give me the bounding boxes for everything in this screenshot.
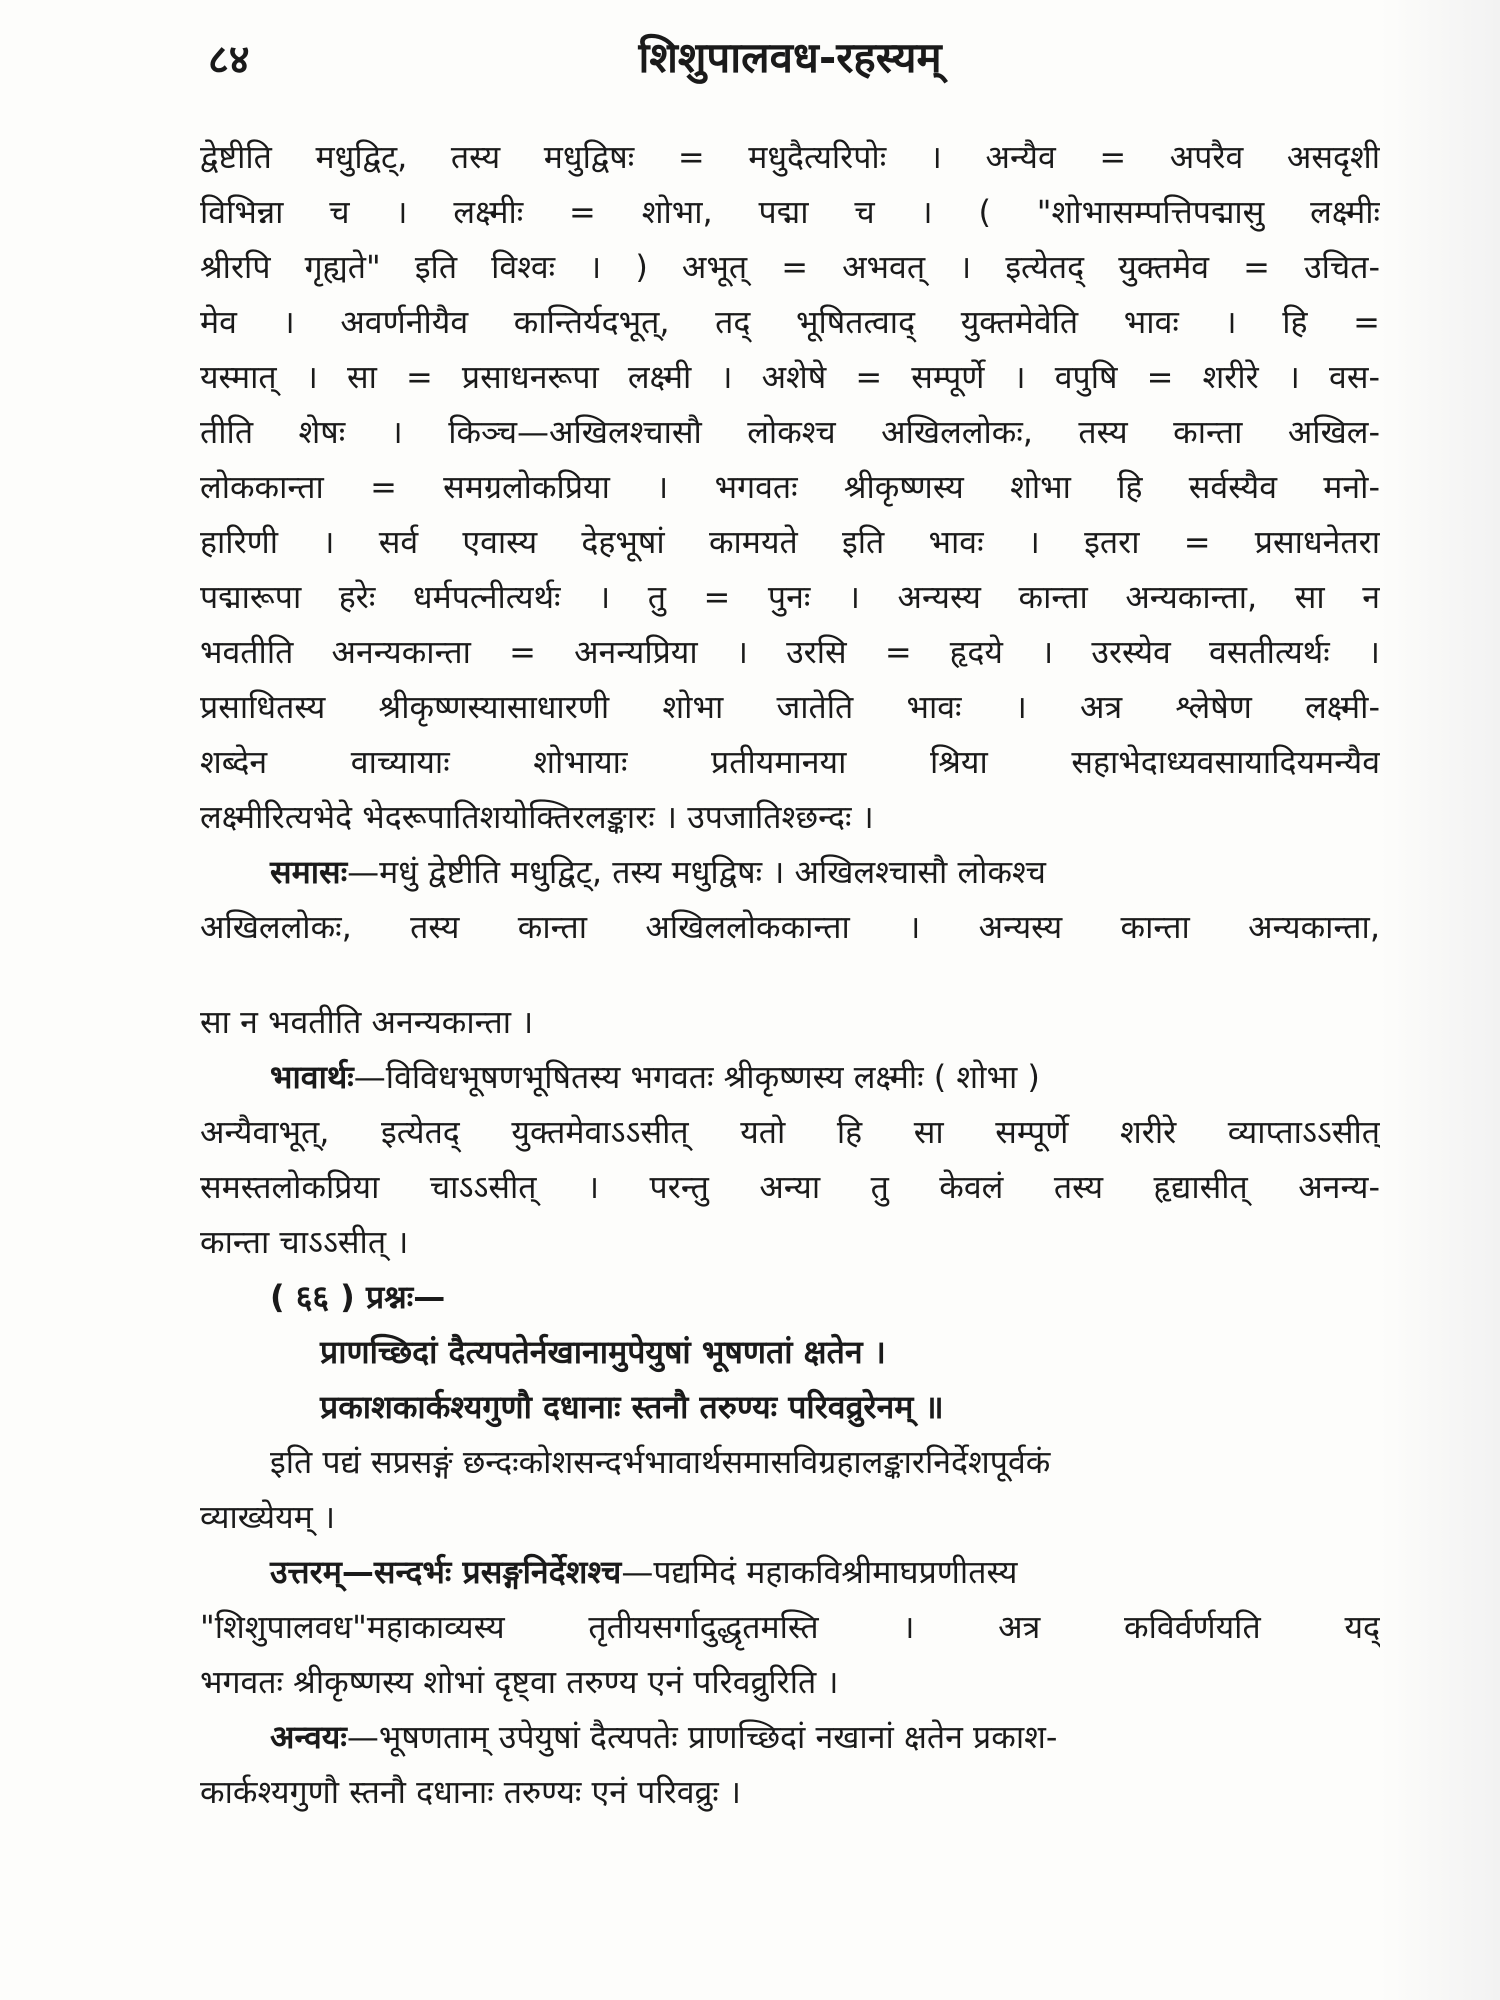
samasa-label: समासः xyxy=(270,853,348,891)
verse-line: प्रकाशकार्कश्यगुणौ दधानाः स्तनौ तरुण्यः परिवव्रुरेनम् ॥ xyxy=(320,1388,944,1426)
commentary-line: हारिणी । सर्व एवास्य देहभूषां कामयते इति भावः । इतरा = प्रसाधनेतरा xyxy=(200,523,1380,561)
commentary-line: प्रसाधितस्य श्रीकृष्णस्यासाधारणी शोभा जातेति भावः । अत्र श्लेषेण लक्ष्मी- xyxy=(200,688,1380,726)
anvaya-line xyxy=(200,1710,1380,1765)
page-number: ८४ xyxy=(208,37,250,83)
answer-line: भगवतः श्रीकृष्णस्य शोभां दृष्ट्वा तरुण्य एनं परिवव्रुरिति । xyxy=(200,1663,839,1701)
commentary-line: यस्मात् । सा = प्रसाधनरूपा लक्ष्मी । अशेषे = सम्पूर्णे । वपुषि = शरीरे । वस- xyxy=(200,358,1380,396)
bhavartha-text: —विविधभूषणभूषितस्य भगवतः श्रीकृष्णस्य लक्ष्मीः ( शोभा ) xyxy=(353,1058,1040,1096)
anvaya-text: —भूषणताम् उपेयुषां दैत्यपतेः प्राणच्छिदां नखानां क्षतेन प्रकाश- xyxy=(346,1718,1058,1756)
anvaya-line: कार्कश्यगुणौ स्तनौ दधानाः तरुण्यः एनं परिवव्रुः । xyxy=(200,1773,742,1811)
question-line: व्याख्येयम् । xyxy=(200,1498,336,1536)
answer-sub-label: —सन्दर्भः प्रसङ्गनिर्देशश्च xyxy=(341,1553,622,1591)
commentary-line: लक्ष्मीरित्यभेदे भेदरूपातिशयोक्तिरलङ्कारः । उपजातिश्छन्दः । xyxy=(200,798,874,836)
bhavartha-label: भावार्थः xyxy=(270,1058,354,1096)
answer-line: "शिशुपालवध"महाकाव्यस्य तृतीयसर्गादुद्धृतमस्ति । अत्र कविर्वर्णयति यद् xyxy=(200,1608,1380,1646)
commentary-line: श्रीरपि गृह्यते" इति विश्वः । ) अभूत् = अभवत् । इत्येतद् युक्तमेव = उचित- xyxy=(200,248,1380,286)
samasa-line: सा न भवतीति अनन्यकान्ता । xyxy=(200,1003,534,1041)
samasa-line xyxy=(200,845,1380,900)
verse-line: प्राणच्छिदां दैत्यपतेर्नखानामुपेयुषां भूषणतां क्षतेन । xyxy=(320,1333,886,1371)
running-title: शिशुपालवध-रहस्यम् xyxy=(638,33,942,82)
page-edge-shadow xyxy=(1380,0,1500,2000)
question-line: इति पद्यं सप्रसङ्गं छन्दःकोशसन्दर्भभावार्थसमासविग्रहालङ्कारनिर्देशपूर्वकं xyxy=(270,1443,1051,1481)
answer-label: उत्तरम् xyxy=(270,1553,342,1591)
commentary-line: भवतीति अनन्यकान्ता = अनन्यप्रिया । उरसि = हृदये । उरस्येव वसतीत्यर्थः । xyxy=(200,633,1380,671)
samasa-text: —मधुं द्वेष्टीति मधुद्विट्, तस्य मधुद्विषः । अखिलश्चासौ लोकश्च xyxy=(347,853,1046,891)
commentary-line: तीति शेषः । किञ्च—अखिलश्चासौ लोकश्च अखिललोकः, तस्य कान्ता अखिल- xyxy=(200,413,1380,451)
bhavartha-line: समस्तलोकप्रिया चाऽऽसीत् । परन्तु अन्या तु केवलं तस्य हृद्यासीत् अनन्य- xyxy=(200,1168,1380,1206)
commentary-line: शब्देन वाच्यायाः शोभायाः प्रतीयमानया श्रिया सहाभेदाध्यवसायादियमन्यैव xyxy=(200,743,1380,781)
commentary-line: मेव । अवर्णनीयैव कान्तिर्यदभूत्, तद् भूषितत्वाद् युक्तमेवेति भावः । हि = xyxy=(200,303,1380,341)
commentary-line: पद्मारूपा हरेः धर्मपत्नीत्यर्थः । तु = पुनः । अन्यस्य कान्ता अन्यकान्ता, सा न xyxy=(200,578,1380,616)
commentary-line: लोककान्ता = समग्रलोकप्रिया । भगवतः श्रीकृष्णस्य शोभा हि सर्वस्यैव मनो- xyxy=(200,468,1380,506)
question-label: ( ६६ ) प्रश्नः— xyxy=(270,1278,446,1316)
bhavartha-line: अन्यैवाभूत्, इत्येतद् युक्तमेवाऽऽसीत् यतो हि सा सम्पूर्णे शरीरे व्याप्ताऽऽसीत् xyxy=(200,1113,1380,1151)
bhavartha-line: कान्ता चाऽऽसीत् । xyxy=(200,1223,409,1261)
answer-text: —पद्यमिदं महाकविश्रीमाघप्रणीतस्य xyxy=(621,1553,1018,1591)
page-header xyxy=(200,20,1380,90)
bhavartha-line xyxy=(200,1050,1380,1105)
page-body xyxy=(200,130,1380,1820)
answer-line xyxy=(200,1545,1380,1600)
samasa-line: अखिललोकः, तस्य कान्ता अखिललोककान्ता । अन्यस्य कान्ता अन्यकान्ता, xyxy=(200,908,1380,946)
anvaya-label: अन्वयः xyxy=(270,1718,347,1756)
spacer xyxy=(200,955,1380,995)
commentary-line: द्वेष्टीति मधुद्विट्, तस्य मधुद्विषः = मधुदैत्यरिपोः । अन्यैव = अपरैव असदृशी xyxy=(200,138,1380,176)
commentary-line: विभिन्ना च । लक्ष्मीः = शोभा, पद्मा च । ( "शोभासम्पत्तिपद्मासु लक्ष्मीः xyxy=(200,193,1380,231)
